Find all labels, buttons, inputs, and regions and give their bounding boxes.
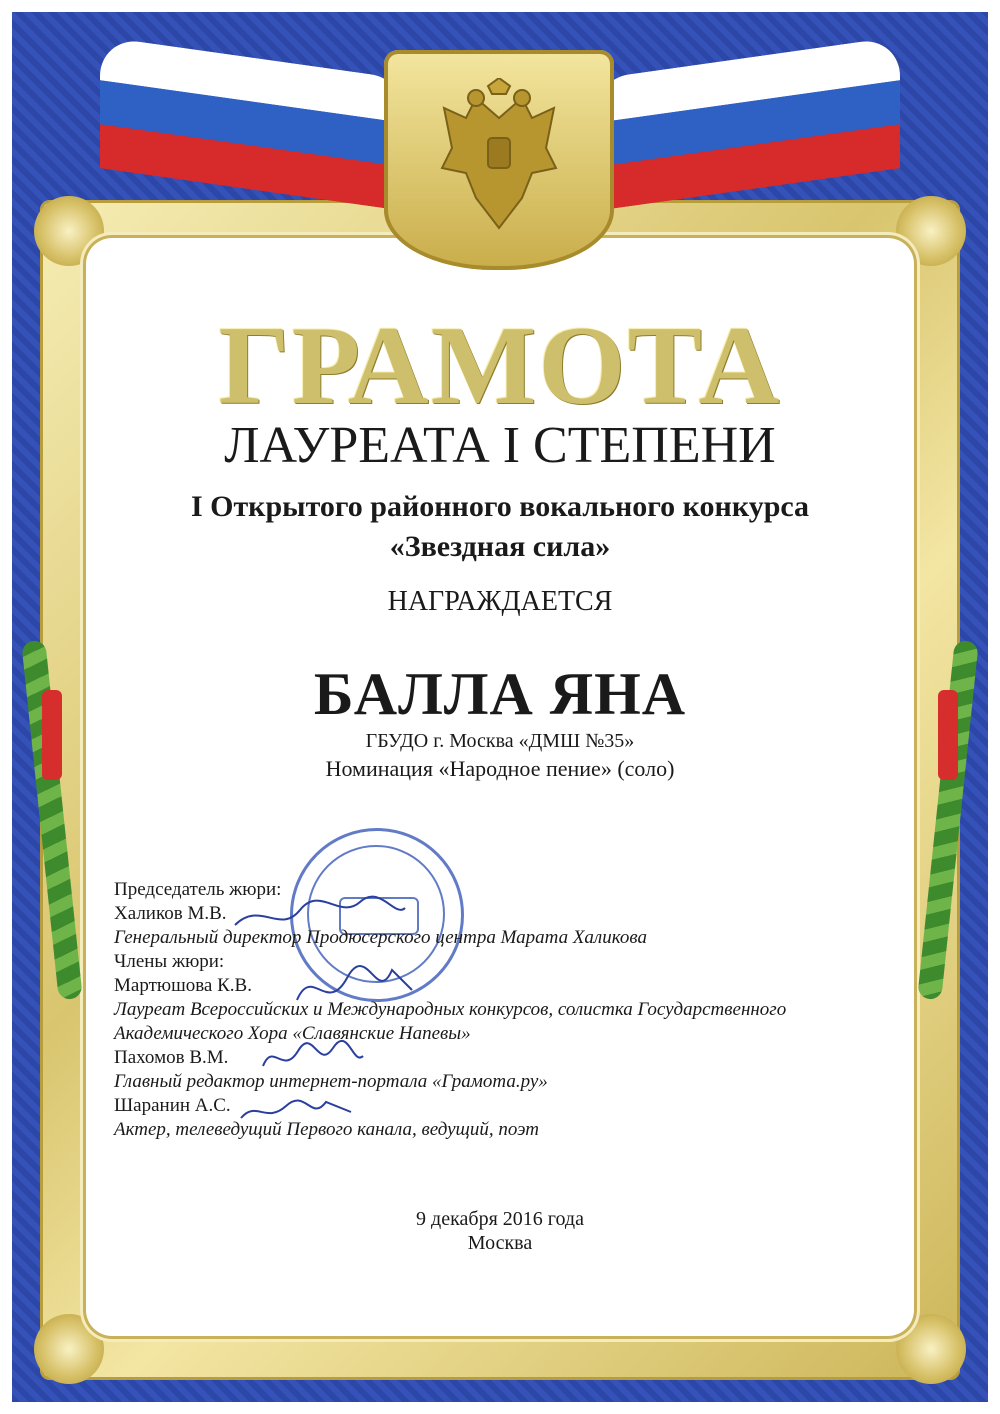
issue-date: 9 декабря 2016 года bbox=[416, 1208, 584, 1230]
jury-member2-name: Пахомов В.М. bbox=[114, 1047, 229, 1068]
jury-member3-name: Шаранин А.С. bbox=[114, 1095, 231, 1116]
jury-member3-title: Актер, телеведущий Первого канала, ведущий, поэт bbox=[114, 1119, 539, 1140]
awarded-label: НАГРАЖДАЕТСЯ bbox=[387, 586, 613, 617]
jury-member2-title: Главный редактор интернет-портала «Грамота.ру» bbox=[114, 1071, 548, 1092]
recipient-name: БАЛЛА ЯНА bbox=[313, 661, 687, 727]
jury-list bbox=[114, 878, 874, 1142]
competition-name-line2: «Звездная сила» bbox=[389, 530, 611, 563]
certificate-subtitle: ЛАУРЕАТА I СТЕПЕНИ bbox=[224, 417, 776, 474]
jury-chair-label: Председатель жюри: bbox=[114, 879, 282, 900]
competition-name-line1: I Открытого районного вокального конкурса bbox=[190, 490, 810, 523]
jury-member1-title-line2: Академического Хора «Славянские Напевы» bbox=[114, 1023, 471, 1044]
issue-city: Москва bbox=[467, 1232, 533, 1254]
jury-member1-name: Мартюшова К.В. bbox=[114, 975, 252, 996]
jury-chair-title: Генеральный директор Продюсерского центра Марата Халикова bbox=[114, 927, 648, 948]
jury-member1-title-line1: Лауреат Всероссийских и Международных конкурсов, солистка Государственного bbox=[114, 999, 787, 1020]
jury-chair-name: Халиков М.В. bbox=[114, 903, 227, 924]
recipient-organization: ГБУДО г. Москва «ДМШ №35» bbox=[365, 730, 635, 752]
certificate-title: ГРАМОТА bbox=[218, 304, 782, 428]
jury-members-label: Члены жюри: bbox=[114, 951, 225, 972]
nomination: Номинация «Народное пение» (соло) bbox=[325, 756, 675, 781]
